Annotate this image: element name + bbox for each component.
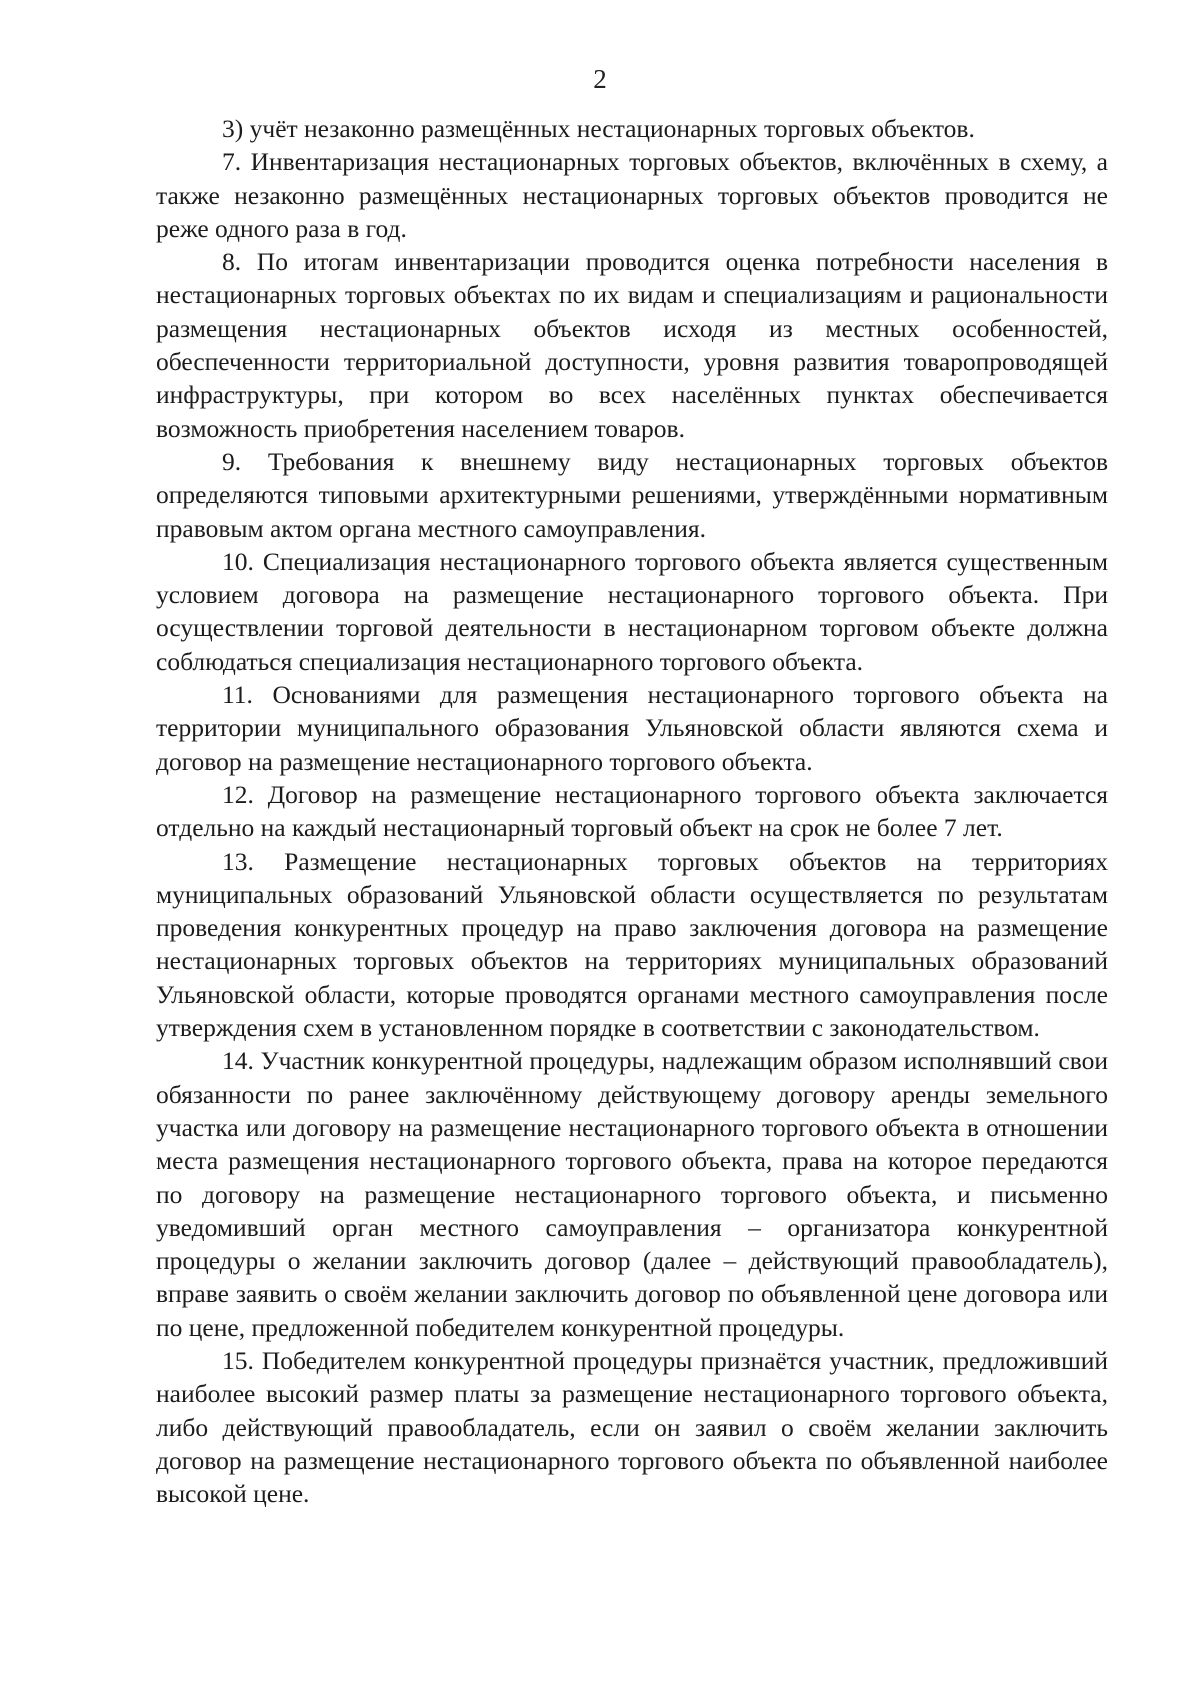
paragraph-13: 13. Размещение нестационарных торговых объектов на территориях муниципальных образований Ульяновской области осуществляется по результатам проведения конкурентных процедур на право заключения договора на размещение нестационарных торговых объектов на территориях муниципальных образований Ульяновской области, которые проводятся органами местного самоуправления после утверждения схем в установленном порядке в соответствии с законодательством.	[156, 846, 1108, 1043]
paragraph-15: 15. Победителем конкурентной процедуры признаётся участник, предложивший наиболее высокий размер платы за размещение нестационарного торгового объекта, либо действующий правообладатель, если он заявил о своём желании заключить договор на размещение нестационарного торгового объекта по объявленной наиболее высокой цене.	[156, 1345, 1108, 1509]
page-number: 2	[593, 64, 607, 94]
document-body	[156, 112, 1108, 1510]
paragraph-9: 9. Требования к внешнему виду нестационарных торговых объектов определяются типовыми архитектурными решениями, утверждёнными нормативным правовым актом органа местного самоуправления.	[156, 446, 1108, 543]
paragraph-7: 7. Инвентаризация нестационарных торговых объектов, включённых в схему, а также незаконно размещённых нестационарных торговых объектов проводится не реже одного раза в год.	[156, 147, 1108, 243]
paragraph-item-3: 3) учёт незаконно размещённых нестационарных торговых объектов.	[222, 114, 975, 143]
paragraph-8: 8. По итогам инвентаризации проводится оценка потребности населения в нестационарных торговых объектах по их видам и специализациям и рациональности размещения нестационарных объектов исходя из местных особенностей, обеспеченности территориальной доступности, уровня развития товаропроводящей инфраструктуры, при котором во всех населённых пунктах обеспечивается возможность приобретения населением товаров.	[156, 247, 1108, 443]
paragraph-14: 14. Участник конкурентной процедуры, надлежащим образом исполнявший свои обязанности по ранее заключённому действующему договору аренды земельного участка или договору на размещение нестационарного торгового объекта в отношении места размещения нестационарного торгового объекта, права на которое передаются по договору на размещение нестационарного торгового объекта, и письменно уведомивший орган местного самоуправления – организатора конкурентной процедуры о желании заключить договор (далее – действующий правообладатель), вправе заявить о своём желании заключить договор по объявленной цене договора или по цене, предложенной победителем конкурентной процедуры.	[156, 1046, 1108, 1342]
paragraph-12: 12. Договор на размещение нестационарного торгового объекта заключается отдельно на каждый нестационарный торговый объект на срок не более 7 лет.	[156, 779, 1108, 843]
paragraph-10: 10. Специализация нестационарного торгового объекта является существенным условием договора на размещение нестационарного торгового объекта. При осуществлении торговой деятельности в нестационарном торговом объекте должна соблюдаться специализация нестационарного торгового объекта.	[156, 546, 1108, 676]
paragraph-11: 11. Основаниями для размещения нестационарного торгового объекта на территории муниципального образования Ульяновской области являются схема и договор на размещение нестационарного торгового объекта.	[156, 680, 1108, 776]
